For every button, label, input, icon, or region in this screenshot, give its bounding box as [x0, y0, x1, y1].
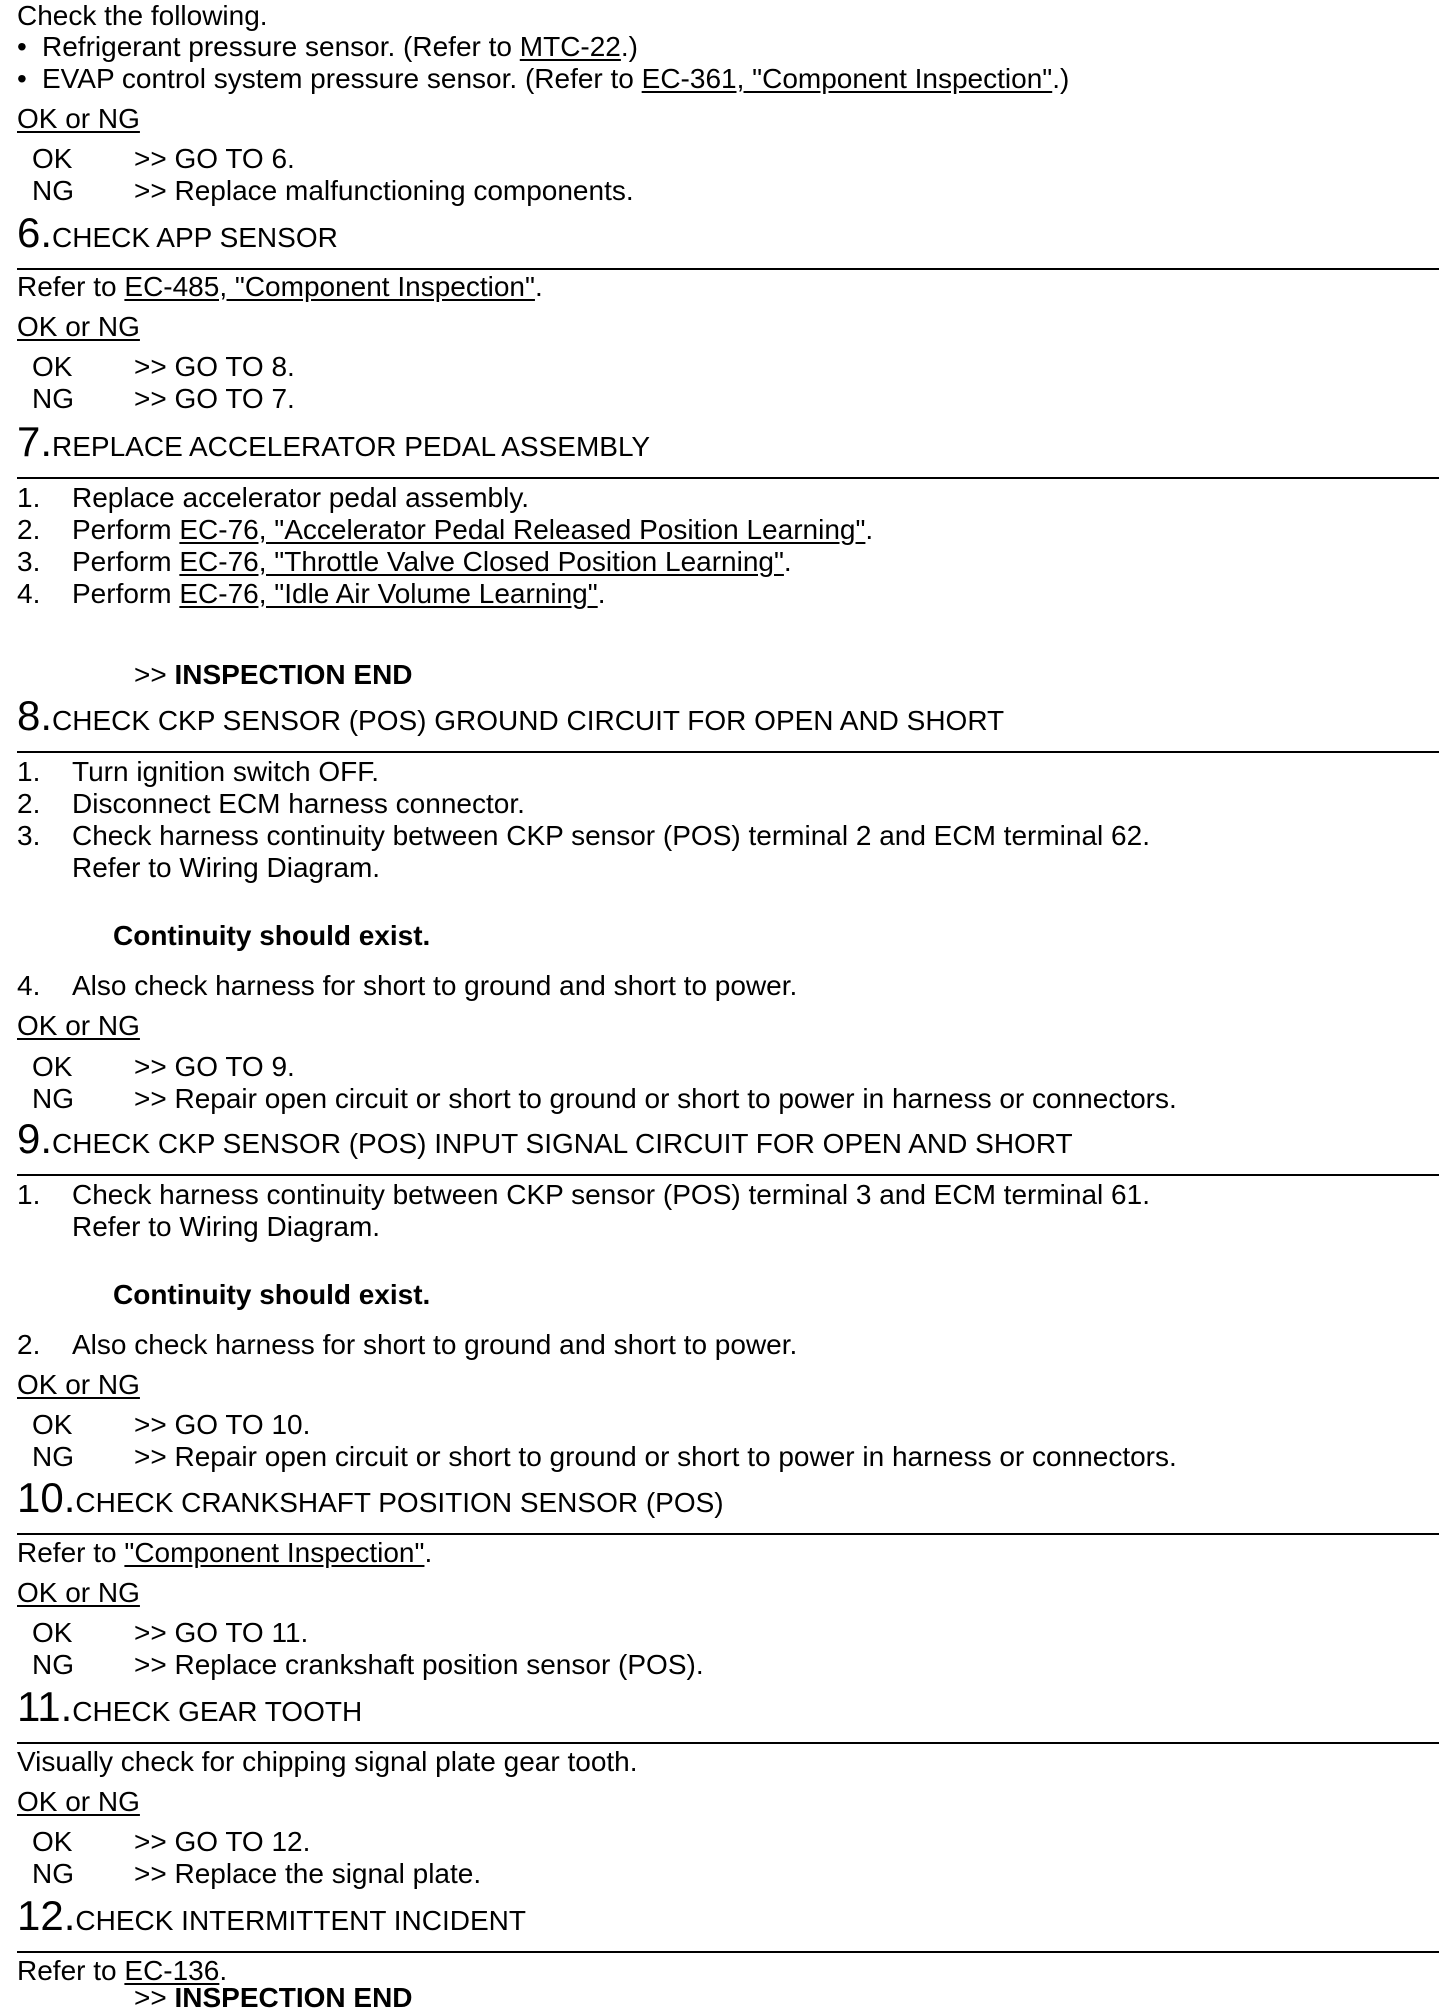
divider [17, 1742, 1439, 1744]
ok-or-ng-link[interactable]: OK or NG [17, 1786, 140, 1817]
step-8-item-4: Also check harness for short to ground and short to power. [72, 970, 798, 1001]
step-7-item-1: Replace accelerator pedal assembly. [72, 482, 530, 513]
link-throttle-valve-learning[interactable]: EC-76, "Throttle Valve Closed Position Learning" [179, 546, 784, 577]
ok-label: OK [32, 1826, 73, 1857]
step-7-item-4: Perform EC-76, "Idle Air Volume Learning". [72, 578, 606, 609]
continuity-note: Continuity should exist. [113, 920, 431, 951]
ok-label: OK [32, 1617, 73, 1648]
divider [17, 751, 1439, 753]
ok-label: OK [32, 1409, 73, 1440]
check-following-text: Check the following. [17, 0, 268, 31]
link-mtc-22[interactable]: MTC-22 [519, 31, 621, 62]
step-7-item-3: Perform EC-76, "Throttle Valve Closed Position Learning". [72, 546, 792, 577]
step-7-item-2: Perform EC-76, "Accelerator Pedal Released Position Learning". [72, 514, 874, 545]
divider [17, 1951, 1439, 1953]
ng-result: >> Repair open circuit or short to ground or short to power in harness or connectors. [134, 1441, 1177, 1472]
ok-label: OK [32, 143, 73, 174]
ok-result: >> GO TO 6. [134, 143, 295, 174]
divider [17, 477, 1439, 479]
ng-label: NG [32, 175, 74, 206]
refer-text: Refer to "Component Inspection". [17, 1537, 433, 1568]
ng-label: NG [32, 1441, 74, 1472]
ng-result: >> Replace the signal plate. [134, 1858, 482, 1889]
ok-result: >> GO TO 8. [134, 351, 295, 382]
link-ec-485[interactable]: EC-485, "Component Inspection" [124, 271, 535, 302]
step-7-item-3-num: 3. [17, 546, 41, 577]
step-8-heading: 8.CHECK CKP SENSOR (POS) GROUND CIRCUIT FOR OPEN AND SHORT [17, 692, 1005, 739]
bullet-evap-sensor: • EVAP control system pressure sensor. (Refer to EC-361, "Component Inspection".) [17, 63, 1070, 94]
ok-result: >> GO TO 9. [134, 1051, 295, 1082]
ok-or-ng-link[interactable]: OK or NG [17, 1010, 140, 1041]
gear-tooth-instruction: Visually check for chipping signal plate gear tooth. [17, 1746, 638, 1777]
step-8-item-2: Disconnect ECM harness connector. [72, 788, 525, 819]
link-idle-air-learning[interactable]: EC-76, "Idle Air Volume Learning" [179, 578, 598, 609]
divider [17, 1533, 1439, 1535]
step-9-heading: 9.CHECK CKP SENSOR (POS) INPUT SIGNAL CIRCUIT FOR OPEN AND SHORT [17, 1115, 1073, 1162]
ok-label: OK [32, 351, 73, 382]
ok-or-ng-link[interactable]: OK or NG [17, 311, 140, 342]
refer-text: Refer to EC-485, "Component Inspection". [17, 271, 543, 302]
inspection-end: >> INSPECTION END [134, 1982, 413, 2013]
step-9-item-1-num: 1. [17, 1179, 41, 1210]
step-8-item-3-num: 3. [17, 820, 41, 851]
step-7-item-2-num: 2. [17, 514, 41, 545]
step-8-item-1-num: 1. [17, 756, 41, 787]
step-6-heading: 6.CHECK APP SENSOR [17, 209, 338, 256]
ng-result: >> Replace malfunctioning components. [134, 175, 634, 206]
ok-result: >> GO TO 10. [134, 1409, 311, 1440]
ok-or-ng-link[interactable]: OK or NG [17, 1369, 140, 1400]
step-11-heading: 11.CHECK GEAR TOOTH [17, 1683, 363, 1730]
step-8-item-2-num: 2. [17, 788, 41, 819]
step-9-item-1: Check harness continuity between CKP sensor (POS) terminal 3 and ECM terminal 61. [72, 1179, 1150, 1210]
ng-label: NG [32, 1858, 74, 1889]
step-8-item-3: Check harness continuity between CKP sensor (POS) terminal 2 and ECM terminal 62. [72, 820, 1150, 851]
ng-label: NG [32, 1083, 74, 1114]
step-8-item-1: Turn ignition switch OFF. [72, 756, 380, 787]
step-7-heading: 7.REPLACE ACCELERATOR PEDAL ASSEMBLY [17, 418, 651, 465]
step-7-item-4-num: 4. [17, 578, 41, 609]
ok-result: >> GO TO 11. [134, 1617, 309, 1648]
link-ec-361[interactable]: EC-361, "Component Inspection" [641, 63, 1053, 94]
inspection-end: >> INSPECTION END [134, 659, 413, 690]
ng-label: NG [32, 383, 74, 414]
step-8-item-3-ref: Refer to Wiring Diagram. [72, 852, 381, 883]
step-10-heading: 10.CHECK CRANKSHAFT POSITION SENSOR (POS) [17, 1474, 724, 1521]
step-7-item-1-num: 1. [17, 482, 41, 513]
link-accel-pedal-learning[interactable]: EC-76, "Accelerator Pedal Released Position Learning" [179, 514, 866, 545]
ok-result: >> GO TO 12. [134, 1826, 311, 1857]
ng-result: >> Repair open circuit or short to ground or short to power in harness or connectors. [134, 1083, 1177, 1114]
ok-or-ng-link[interactable]: OK or NG [17, 1577, 140, 1608]
ok-label: OK [32, 1051, 73, 1082]
continuity-note: Continuity should exist. [113, 1279, 431, 1310]
ng-result: >> GO TO 7. [134, 383, 295, 414]
divider [17, 268, 1439, 270]
link-ec-136[interactable]: EC-136 [124, 1955, 220, 1986]
bullet-refrigerant-sensor: • Refrigerant pressure sensor. (Refer to MTC-22.) [17, 31, 638, 62]
step-9-item-2: Also check harness for short to ground and short to power. [72, 1329, 798, 1360]
link-component-inspection[interactable]: "Component Inspection" [124, 1537, 425, 1568]
ng-result: >> Replace crankshaft position sensor (POS). [134, 1649, 704, 1680]
step-9-item-2-num: 2. [17, 1329, 41, 1360]
refer-text: Refer to EC-136. [17, 1955, 228, 1986]
ng-label: NG [32, 1649, 74, 1680]
divider [17, 1174, 1439, 1176]
step-9-item-1-ref: Refer to Wiring Diagram. [72, 1211, 381, 1242]
step-12-heading: 12.CHECK INTERMITTENT INCIDENT [17, 1892, 526, 1939]
ok-or-ng-link[interactable]: OK or NG [17, 103, 140, 134]
step-8-item-4-num: 4. [17, 970, 41, 1001]
